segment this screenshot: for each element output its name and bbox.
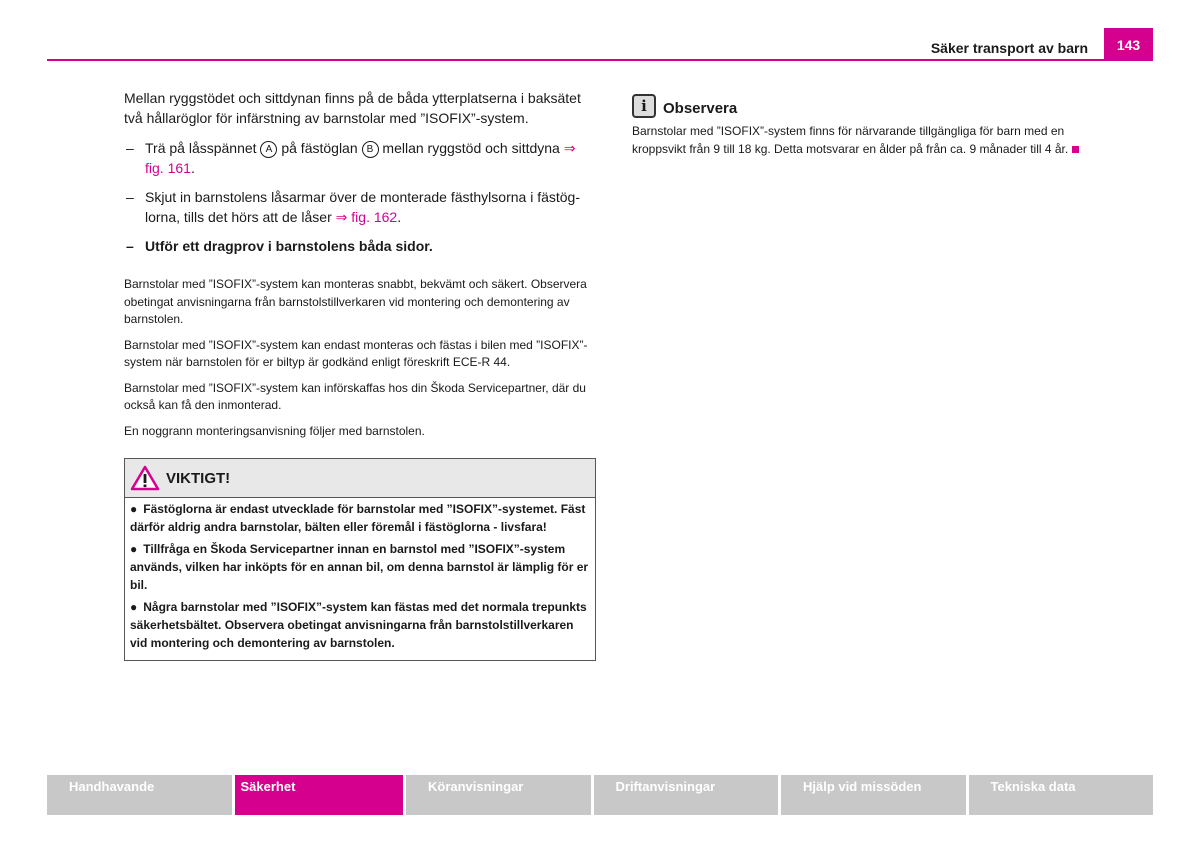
warning-item bbox=[130, 598, 590, 652]
warning-triangle-icon bbox=[130, 465, 160, 491]
step-text: mellan ryggstöd och sittdyna bbox=[378, 140, 564, 156]
warning-item-text: Fästöglorna är endast utvecklade för barnstolar med ”ISOFIX”-systemet. Fäst därför aldrig andra barnstolar, bälten eller föremål i fästöglorna - livsfara! bbox=[130, 502, 586, 534]
observation-header bbox=[632, 92, 1102, 118]
note-paragraph: Barnstolar med ”ISOFIX”-system kan endast monteras och fästas i bilen med ”ISOFIX”-system när barnstolen för er biltyp är godkänd enligt föreskrift ECE-R 44. bbox=[124, 337, 588, 369]
note-paragraph: Barnstolar med ”ISOFIX”-system kan monteras snabbt, bekvämt och säkert. Observera obetingat anvisningarna från barnstolstillverkaren vid montering och demontering av barnstolen. bbox=[124, 277, 587, 326]
observation-body: Barnstolar med ”ISOFIX”-system finns för närvarande tillgängliga för barn med en kroppsvikt från 9 till 18 kg. Detta motsvarar en ålder på från ca. 9 månader till 4 år. bbox=[632, 124, 1069, 156]
section-title: Säker transport av barn bbox=[930, 40, 1088, 56]
nav-tab-sakerhet[interactable]: Säkerhet bbox=[235, 775, 404, 815]
note-paragraph: Barnstolar med ”ISOFIX”-system kan införskaffas hos din Škoda Servicepartner, där du också kan få den inmonterad. bbox=[124, 380, 586, 412]
observation-title: Observera bbox=[663, 100, 738, 117]
step-text: Skjut in barnstolens låsarmar över de monterade fästhylsorna i fästöglorna, tills det hörs att de låser bbox=[145, 189, 581, 225]
step-dash: – bbox=[126, 189, 134, 205]
warning-item bbox=[130, 540, 590, 594]
observation-text bbox=[632, 122, 1102, 158]
warning-body bbox=[125, 498, 595, 660]
warning-box bbox=[124, 458, 596, 661]
bullet-icon: ● bbox=[130, 542, 138, 556]
figure-link[interactable]: ⇒ fig. 161 bbox=[145, 140, 576, 176]
step-dash: – bbox=[126, 140, 134, 156]
step-dash: – bbox=[126, 238, 134, 254]
nav-tab-hjalp-vid-missoden[interactable]: Hjälp vid missöden bbox=[781, 775, 966, 815]
warning-item-text: Några barnstolar med ”ISOFIX”-system kan fästas med det normala trepunkts säkerhetsbältet. Observera obetingat anvisningarna från barnstolstillverkaren vid montering och demontering av barnstolen. bbox=[130, 600, 587, 650]
step-tail: . bbox=[190, 160, 195, 176]
marker-a: A bbox=[260, 141, 277, 158]
nav-tab-driftanvisningar[interactable]: Driftanvisningar bbox=[594, 775, 779, 815]
step-text: Utför ett dragprov i barnstolens båda sidor. bbox=[145, 238, 433, 254]
step-item bbox=[124, 236, 596, 256]
observation-column bbox=[632, 92, 1102, 158]
bullet-icon: ● bbox=[130, 502, 138, 516]
step-text: Trä på låsspännet bbox=[145, 140, 261, 156]
nav-tab-handhavande[interactable]: Handhavande bbox=[47, 775, 232, 815]
warning-header bbox=[125, 459, 595, 498]
info-icon: i bbox=[632, 94, 656, 118]
warning-item-text: Tillfråga en Škoda Servicepartner innan en barnstol med ”ISOFIX”-system används, vilken har inköpts för en annan bil, om denna barnstol är lämplig för er bil. bbox=[130, 542, 589, 592]
nav-tab-koranvisningar[interactable]: Köranvisningar bbox=[406, 775, 591, 815]
bullet-icon: ● bbox=[130, 600, 138, 614]
header-rule bbox=[47, 59, 1153, 61]
intro-paragraph: Mellan ryggstödet och sittdynan finns på de båda ytterplatserna i baksätet två hållaröglor för infärstning av barnstolar med ”ISOFIX”-system. bbox=[124, 90, 581, 126]
figure-link[interactable]: ⇒ fig. 162 bbox=[335, 209, 398, 225]
marker-b: B bbox=[362, 141, 379, 158]
step-text: på fästöglan bbox=[277, 140, 362, 156]
nav-tab-tekniska-data[interactable]: Tekniska data bbox=[969, 775, 1154, 815]
warning-title: VIKTIGT! bbox=[166, 469, 231, 487]
step-item bbox=[124, 138, 596, 178]
chapter-nav bbox=[47, 775, 1153, 815]
page-number: 143 bbox=[1104, 28, 1153, 61]
main-column bbox=[124, 88, 596, 661]
note-paragraph: En noggrann monteringsanvisning följer med barnstolen. bbox=[124, 423, 425, 438]
end-marker-icon bbox=[1072, 146, 1079, 153]
step-item bbox=[124, 187, 596, 227]
step-tail: . bbox=[397, 209, 402, 225]
warning-item bbox=[130, 500, 590, 536]
